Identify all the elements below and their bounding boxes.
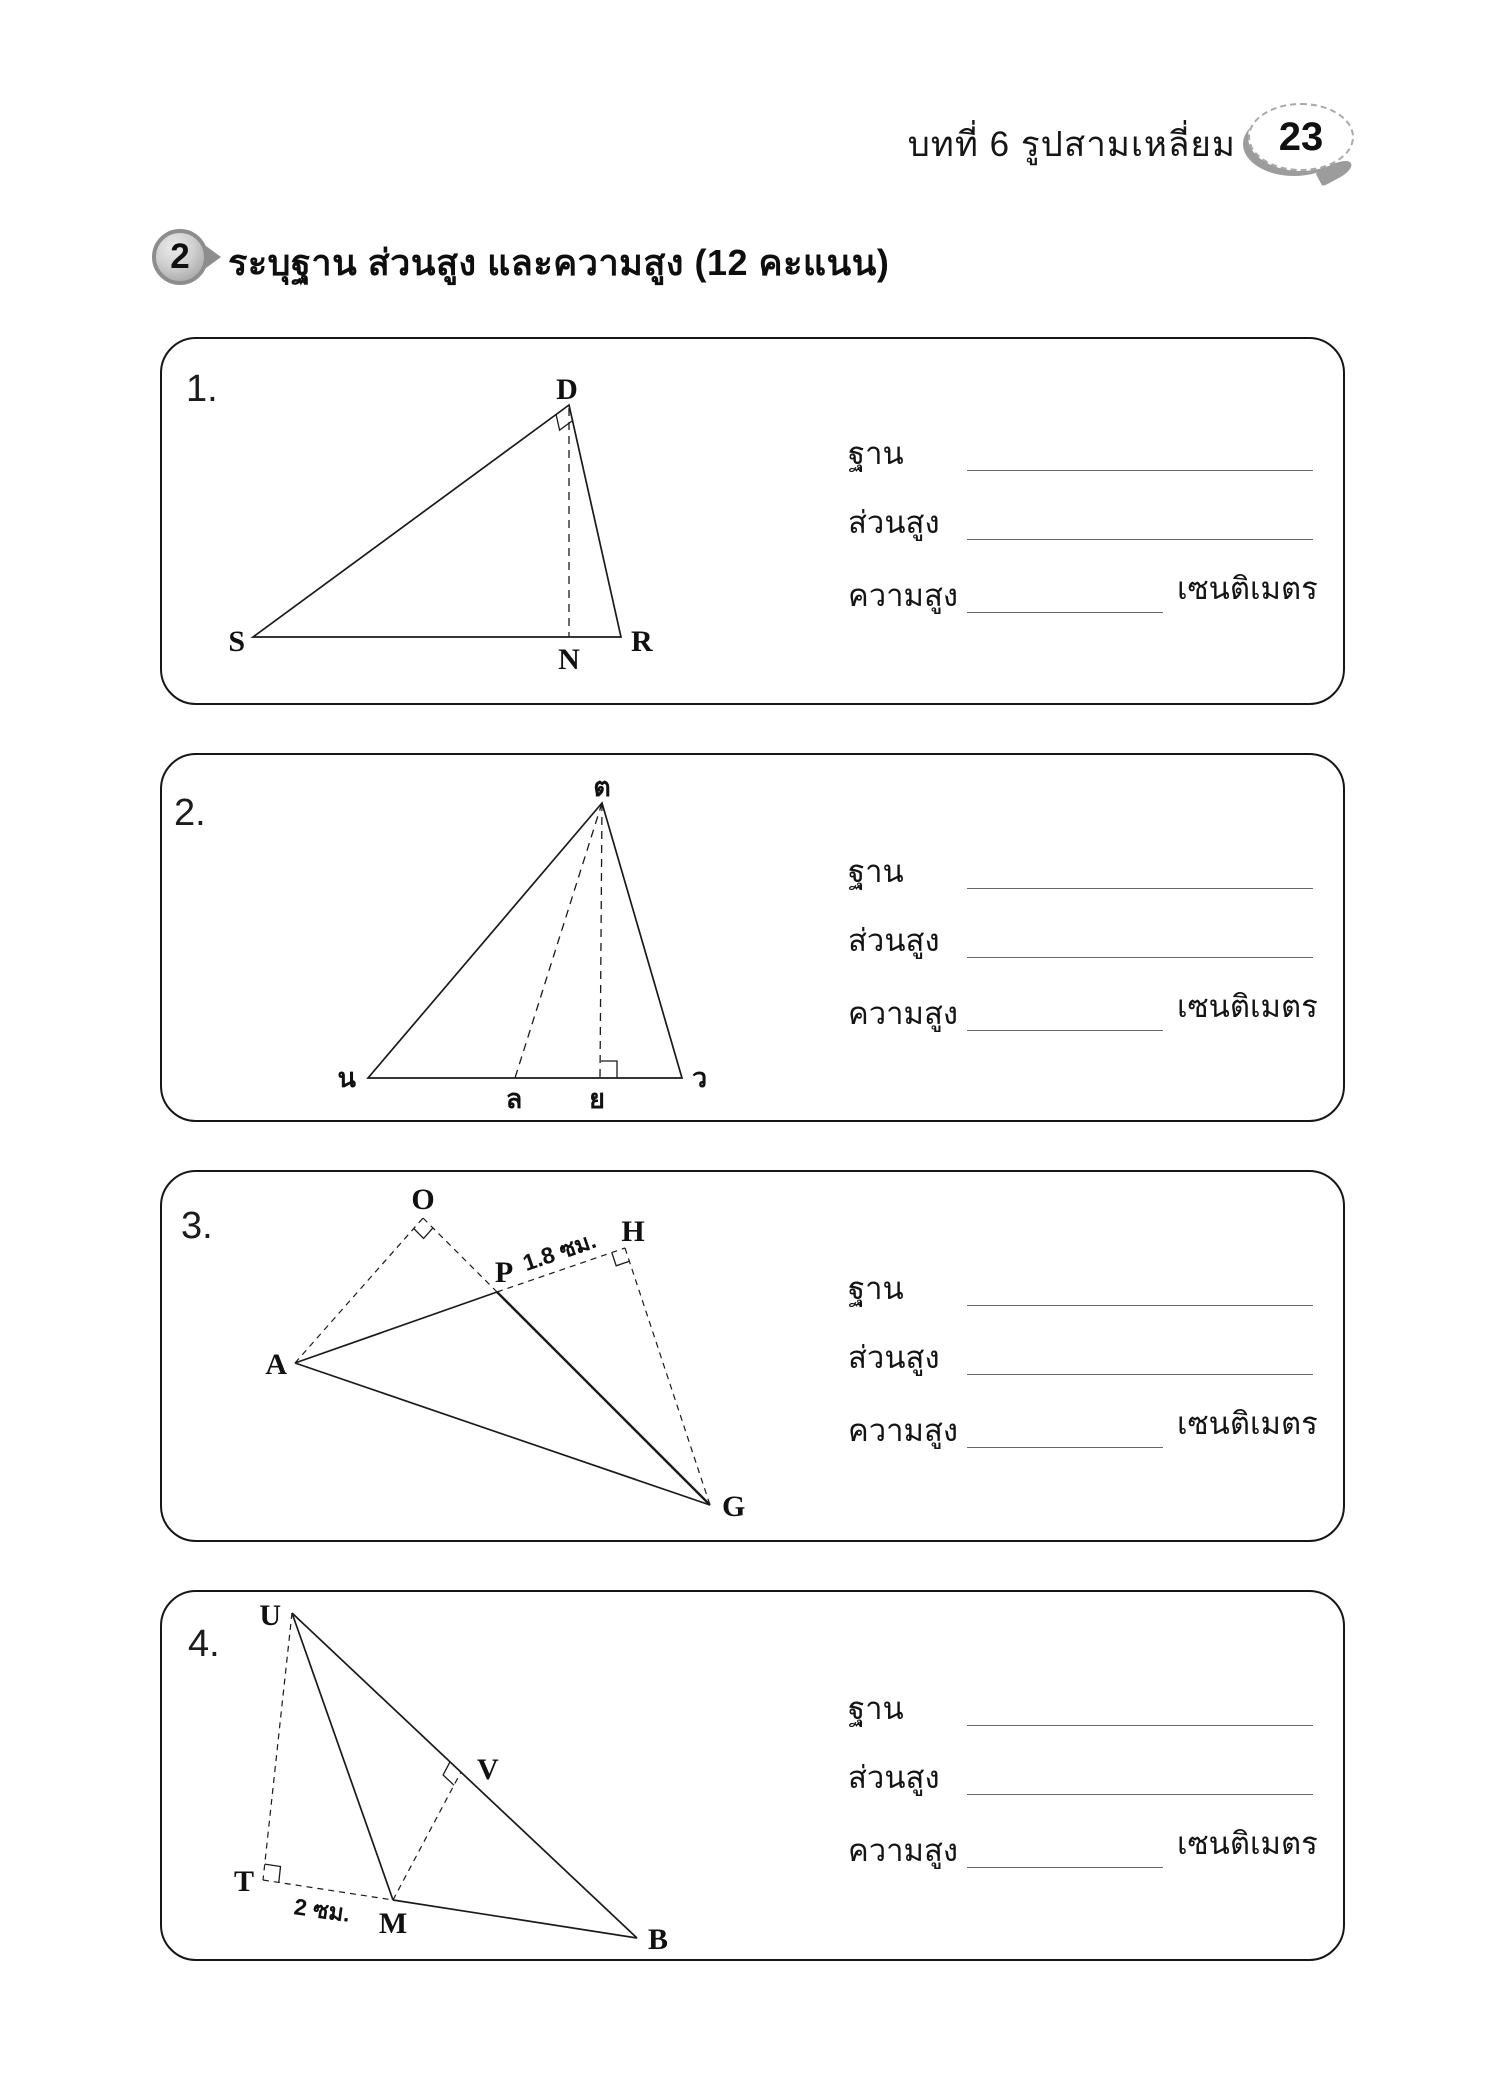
triangle-diagram-4 <box>220 1590 745 1962</box>
vertex-label-v: V <box>477 1753 499 1786</box>
triangle-diagram-2 <box>320 770 740 1115</box>
p1-height-side-label: ส่วนสูง <box>848 505 940 541</box>
vertex-label-lor: ล <box>505 1084 523 1114</box>
vertex-label-r: R <box>631 625 653 658</box>
side-pg-line <box>497 1292 710 1505</box>
dashed-mv-line <box>393 1772 461 1900</box>
p1-base-label: ฐาน <box>848 436 904 472</box>
p4-base-row <box>848 1682 1313 1726</box>
p1-height-label: ความสูง <box>848 578 959 614</box>
vertex-label-m: M <box>378 1907 408 1940</box>
p3-height-answer-blank[interactable] <box>967 1410 1163 1448</box>
triangle-2-outline <box>368 803 682 1078</box>
right-angle-mark-d <box>556 415 572 431</box>
p3-height-side-label: ส่วนสูง <box>848 1340 940 1376</box>
p3-unit-label: เซนติเมตร <box>1177 1406 1318 1441</box>
right-angle-mark-foot <box>601 1061 617 1078</box>
vertex-label-yor: ย <box>589 1084 605 1114</box>
problem-1-number: 1. <box>186 368 218 410</box>
vertex-label-n: N <box>558 643 580 676</box>
cevian-dashed-line-left <box>515 803 602 1078</box>
chapter-title: บทที่ 6 รูปสามเหลี่ยม <box>907 125 1236 164</box>
section-badge-pointer-icon <box>206 246 221 268</box>
p4-unit-label: เซนติเมตร <box>1177 1826 1318 1861</box>
vertex-label-s: S <box>228 625 245 658</box>
vertex-label-b: B <box>648 1923 669 1956</box>
p3-height-side-answer-blank[interactable] <box>967 1337 1313 1375</box>
side-um-line <box>292 1613 393 1900</box>
vertex-label-u: U <box>259 1599 281 1632</box>
vertex-label-h: H <box>621 1215 645 1248</box>
vertex-label-t: T <box>233 1865 254 1898</box>
p4-base-answer-blank[interactable] <box>967 1688 1313 1726</box>
section-number-badge <box>152 229 208 285</box>
triangle-diagram-3 <box>250 1185 795 1550</box>
side-mb-line <box>393 1900 637 1938</box>
vertex-label-wor: ว <box>692 1063 708 1093</box>
p1-height-side-row <box>848 496 1313 540</box>
problem-3-number: 3. <box>181 1205 213 1247</box>
right-angle-mark-h <box>612 1253 630 1266</box>
problem-2-number: 2. <box>174 792 206 834</box>
p4-base-label: ฐาน <box>848 1691 904 1727</box>
dashed-ut-line <box>263 1613 292 1880</box>
triangle-diagram-1 <box>180 350 740 690</box>
right-angle-mark-t <box>265 1864 281 1882</box>
vertex-label-nor: น <box>337 1063 356 1093</box>
p2-height-side-row <box>848 914 1313 958</box>
p4-height-side-label: ส่วนสูง <box>848 1760 940 1796</box>
section-title: ระบุฐาน ส่วนสูง และความสูง (12 คะแนน) <box>228 242 890 283</box>
p2-height-side-answer-blank[interactable] <box>967 920 1313 958</box>
side-ag-line <box>295 1363 710 1505</box>
p3-height-label: ความสูง <box>848 1413 959 1449</box>
p2-height-label: ความสูง <box>848 996 959 1032</box>
vertex-label-d: D <box>556 373 578 406</box>
page-number: 23 <box>1278 114 1324 159</box>
p1-unit-label: เซนติเมตร <box>1177 571 1318 606</box>
p4-height-label: ความสูง <box>848 1833 959 1869</box>
p3-height-side-row <box>848 1331 1313 1375</box>
p4-height-side-answer-blank[interactable] <box>967 1757 1313 1795</box>
triangle-1-outline <box>253 405 621 637</box>
p2-height-side-label: ส่วนสูง <box>848 923 940 959</box>
right-angle-mark-o <box>414 1228 433 1239</box>
side-ap-line <box>295 1292 497 1363</box>
p2-base-answer-blank[interactable] <box>967 851 1313 889</box>
dashed-hg-line <box>625 1248 710 1505</box>
p4-height-answer-blank[interactable] <box>967 1830 1163 1868</box>
section-number: 2 <box>170 237 190 276</box>
problem-4-number: 4. <box>188 1623 220 1665</box>
vertex-label-o: O <box>411 1183 435 1216</box>
p1-height-answer-blank[interactable] <box>967 575 1163 613</box>
p1-height-side-answer-blank[interactable] <box>967 502 1313 540</box>
p3-base-answer-blank[interactable] <box>967 1268 1313 1306</box>
vertex-label-a: A <box>265 1348 287 1381</box>
vertex-label-tor: ต <box>593 772 611 802</box>
p4-height-row <box>848 1824 1318 1868</box>
altitude-dashed-line <box>600 803 602 1078</box>
p1-base-answer-blank[interactable] <box>967 433 1313 471</box>
p2-height-answer-blank[interactable] <box>967 993 1163 1031</box>
p1-base-row <box>848 427 1313 471</box>
dashed-op-line <box>423 1218 497 1292</box>
p2-unit-label: เซนติเมตร <box>1177 989 1318 1024</box>
p2-base-label: ฐาน <box>848 854 904 890</box>
side-ub-line <box>292 1613 637 1938</box>
p2-height-row <box>848 987 1318 1031</box>
p1-height-row <box>848 569 1318 613</box>
p2-base-row <box>848 845 1313 889</box>
vertex-label-g: G <box>722 1490 746 1523</box>
vertex-label-p: P <box>494 1256 514 1289</box>
p3-height-row <box>848 1404 1318 1448</box>
p4-height-side-row <box>848 1751 1313 1795</box>
p3-base-label: ฐาน <box>848 1271 904 1307</box>
measurement-label-ph: 1.8 ซม. <box>519 1226 600 1277</box>
p3-base-row <box>848 1262 1313 1306</box>
measurement-label-tm: 2 ซม. <box>292 1893 352 1927</box>
